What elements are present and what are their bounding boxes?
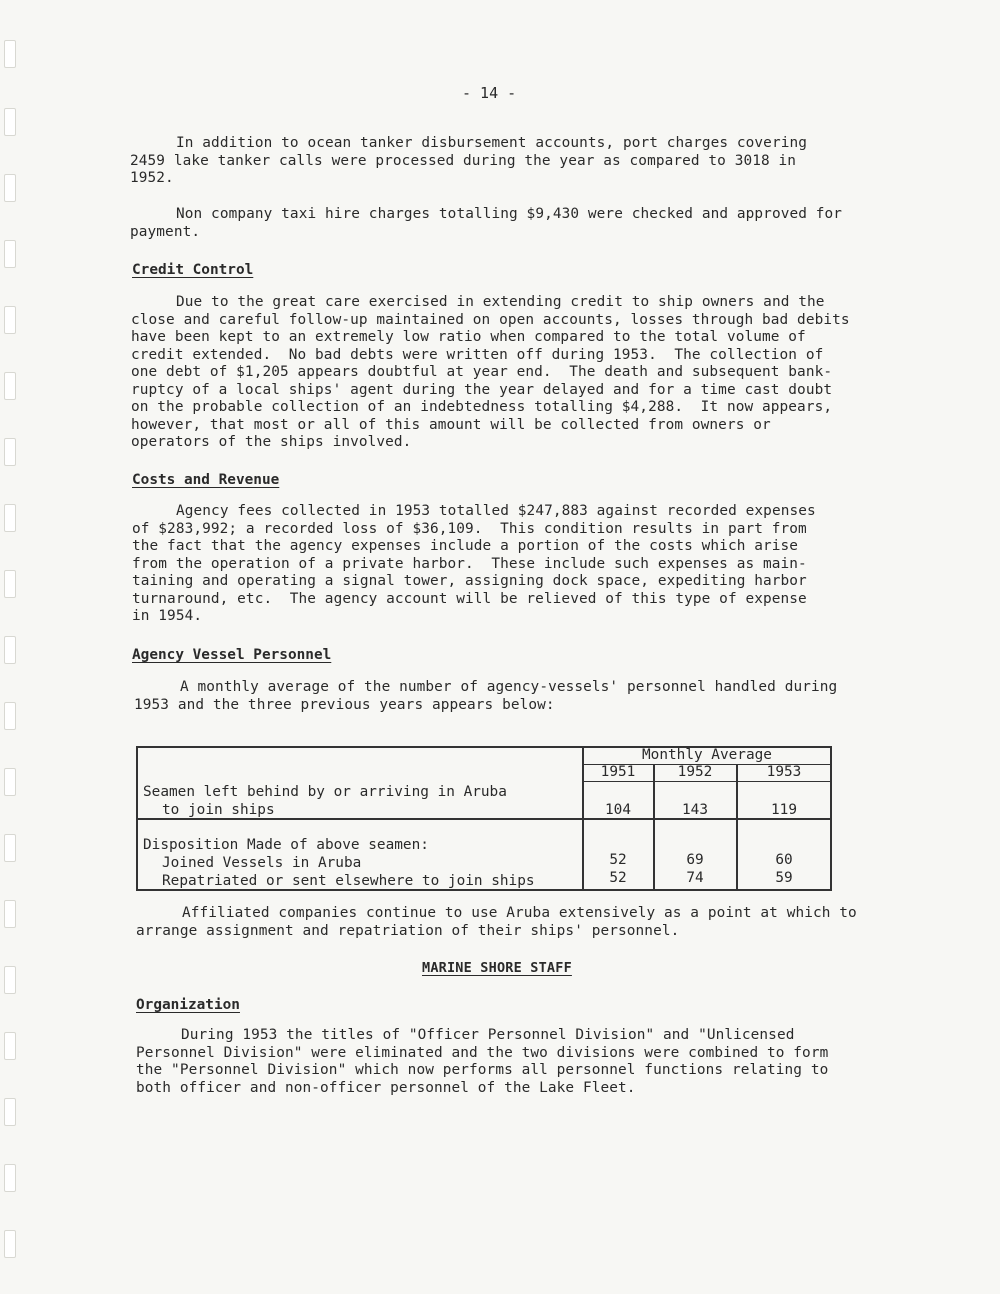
paragraph-lake-tanker-calls: In addition to ocean tanker disbursement accounts, port charges covering 2459 lake tanker calls were processed during the year as compared to 3018 in 1952. <box>130 135 807 186</box>
heading-agency-vessel-personnel: Agency Vessel Personnel <box>132 647 332 663</box>
heading-marine-shore-staff: MARINE SHORE STAFF <box>422 960 572 976</box>
heading-organization: Organization <box>136 997 240 1013</box>
table-year-1953: 1953 <box>766 764 802 780</box>
table-row1-label-cont: to join ships <box>162 802 275 818</box>
table-joined-label: Joined Vessels in Aruba <box>162 855 362 871</box>
personnel-table <box>136 746 832 891</box>
table-group-header: Monthly Average <box>642 747 772 763</box>
table-divider-1951 <box>653 765 655 891</box>
table-divider-1952 <box>736 765 738 891</box>
paragraph-agency-intro: A monthly average of the number of agency-vessels' personnel handled during 1953 and the three previous years appears below: <box>134 679 838 713</box>
table-repatriated-label: Repatriated or sent elsewhere to join ships <box>162 873 535 889</box>
table-year-1951: 1951 <box>600 764 636 780</box>
table-row1-label: Seamen left behind by or arriving in Aruba <box>143 784 507 800</box>
table-repatriated-value-1951: 52 <box>609 870 627 886</box>
table-row1-value-1952: 143 <box>682 802 708 818</box>
paragraph-costs-revenue: Agency fees collected in 1953 totalled $247,883 against recorded expenses of $283,992; a recorded loss of $36,109. This condition results in part from the fact that the agency expenses include a portion of the costs which arise from the operation of a private harbor. These include such expenses as main- taining and operating a signal tower, assigning dock space, expediting harbor turnaround, etc. The agency account will be relieved of this type of expense in 1954. <box>132 503 816 624</box>
paragraph-credit-control: Due to the great care exercised in extending credit to ship owners and the close and careful follow-up maintained on open accounts, losses through bad debits have been kept to an extremely low ratio when compared to the total volume of credit extended. No bad debts were written off during 1953. The collection of one debt of $1,205 appears doubtful at year end. The death and subsequent bank- ruptcy of a local ships' agent during the year delayed and for a time cast doubt on the probable collection of an indebtedness totalling $4,288. It now appears, however, that most or all of this amount will be collected from owners or operators of the ships involved. <box>131 294 850 450</box>
table-row1-value-1953: 119 <box>771 802 797 818</box>
table-joined-value-1953: 60 <box>775 852 793 868</box>
table-row1-value-1951: 104 <box>605 802 631 818</box>
table-joined-value-1952: 69 <box>686 852 704 868</box>
table-disposition-label: Disposition Made of above seamen: <box>143 837 429 853</box>
paragraph-taxi-hire: Non company taxi hire charges totalling $9,430 were checked and approved for payment. <box>130 206 843 240</box>
table-year-1952: 1952 <box>677 764 713 780</box>
paragraph-affiliated-companies: Affiliated companies continue to use Aruba extensively as a point at which to arrange assignment and repatriation of their ships' personnel. <box>136 905 857 939</box>
heading-costs-revenue: Costs and Revenue <box>132 472 280 488</box>
table-repatriated-value-1952: 74 <box>686 870 704 886</box>
table-joined-value-1951: 52 <box>609 852 627 868</box>
table-line-years <box>582 781 832 782</box>
page-number: - 14 - <box>462 84 517 102</box>
paragraph-organization: During 1953 the titles of "Officer Personnel Division" and "Unlicensed Personnel Division" were eliminated and the two divisions were combined to form the "Personnel Division" which now performs all personnel functions relating to both officer and non-officer personnel of the Lake Fleet. <box>136 1027 829 1096</box>
table-repatriated-value-1953: 59 <box>775 870 793 886</box>
heading-credit-control: Credit Control <box>132 262 254 278</box>
